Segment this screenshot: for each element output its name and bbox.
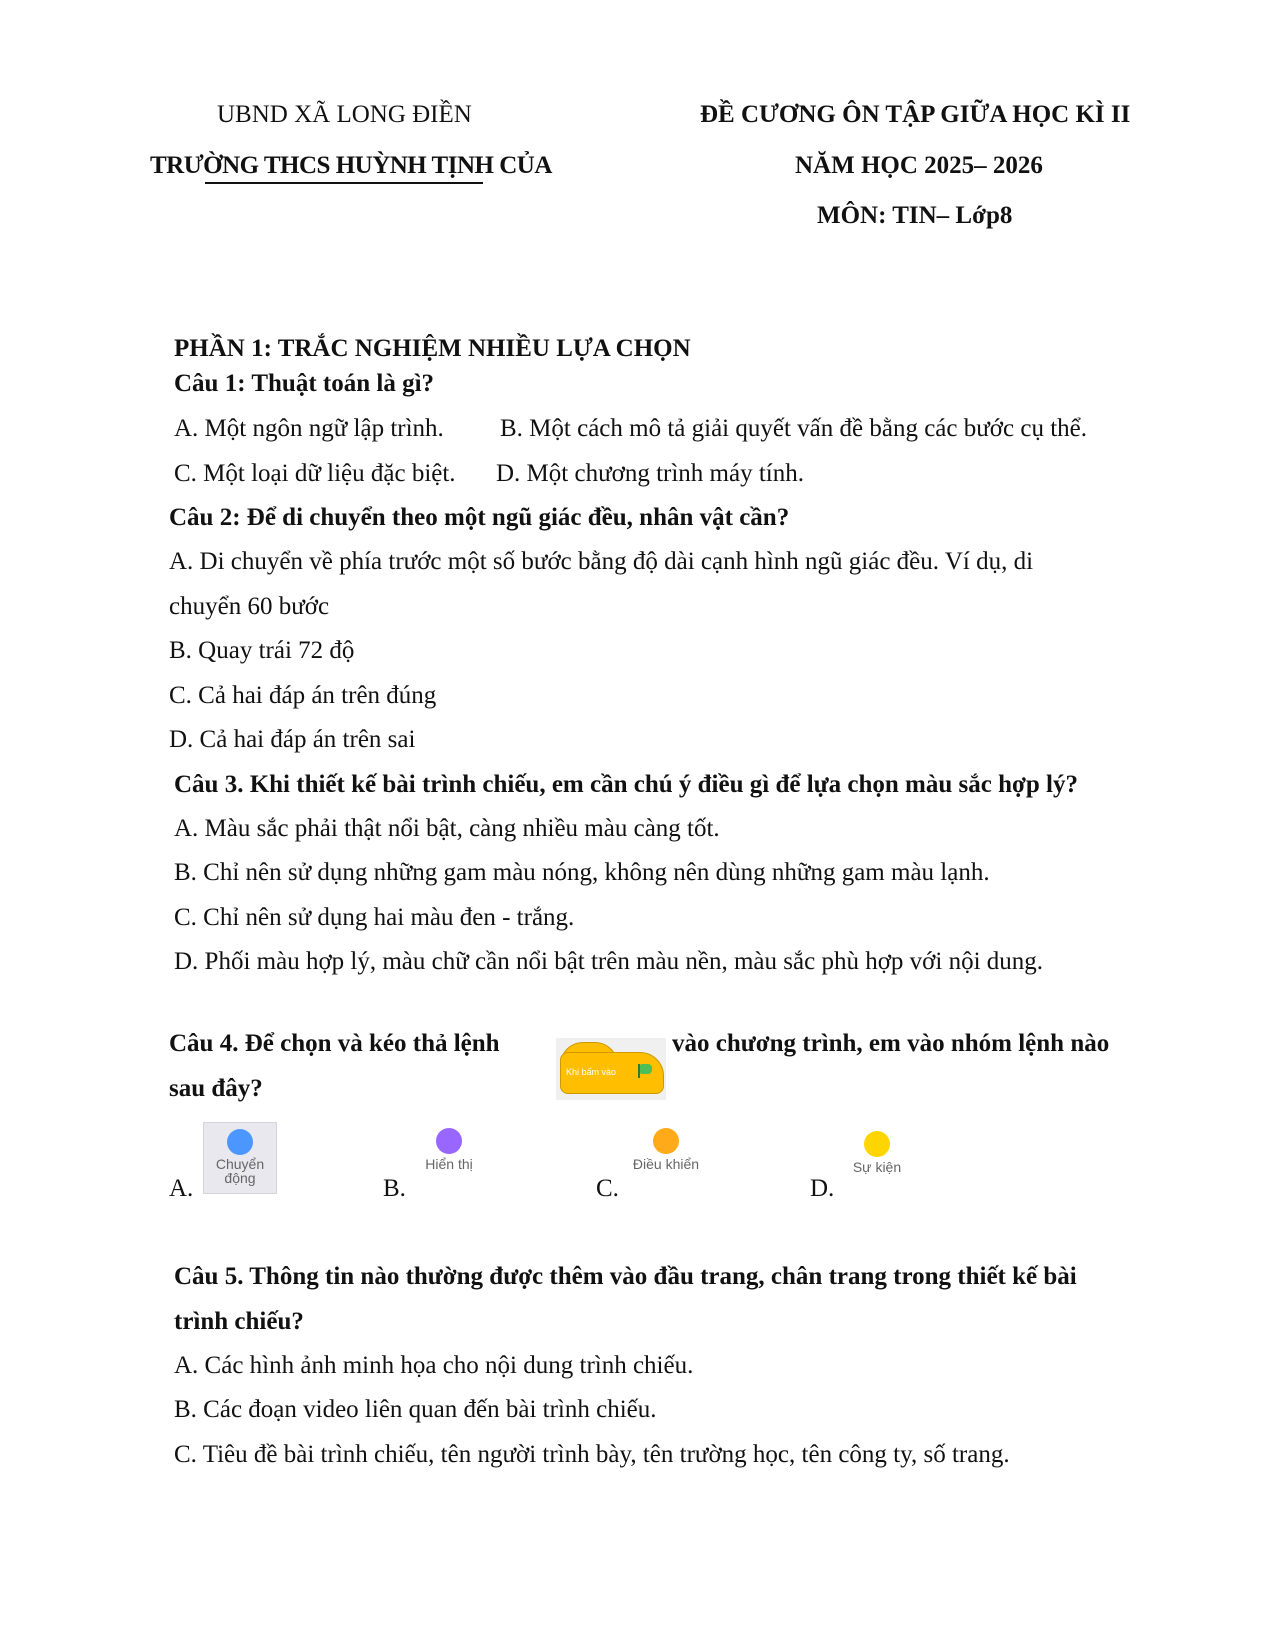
looks-category-icon: [436, 1128, 462, 1154]
q5-option-c: C. Tiêu đề bài trình chiếu, tên người trình bày, tên trường học, tên công ty, số trang.: [174, 1441, 1010, 1468]
category-events: [842, 1131, 912, 1175]
q2-option-b: B. Quay trái 72 độ: [169, 637, 355, 664]
q3-option-c: C. Chỉ nên sử dụng hai màu đen - trắng.: [174, 904, 575, 931]
q5-option-a: A. Các hình ảnh minh họa cho nội dung trình chiếu.: [174, 1352, 694, 1379]
category-control-label: Điều khiển: [632, 1156, 700, 1172]
header-school-year: NĂM HỌC 2025– 2026: [795, 152, 1043, 179]
q1-option-c: C. Một loại dữ liệu đặc biệt.: [174, 460, 456, 487]
events-category-icon: [864, 1131, 890, 1157]
q4-option-a-letter: A.: [169, 1175, 194, 1202]
q3-title: Câu 3. Khi thiết kế bài trình chiếu, em cần chú ý điều gì để lựa chọn màu sắc hợp lý?: [174, 771, 1078, 798]
category-looks-label: Hiển thị: [425, 1156, 473, 1172]
q2-option-a-line2: chuyển 60 bước: [169, 593, 330, 620]
q4-title-before: Câu 4. Để chọn và kéo thả lệnh: [169, 1030, 500, 1057]
q1-option-d: D. Một chương trình máy tính.: [496, 460, 804, 487]
q4-option-d-letter: D.: [810, 1175, 835, 1202]
when-flag-clicked-block: [556, 1038, 666, 1100]
green-flag-icon: [640, 1064, 652, 1074]
q1-title: Câu 1: Thuật toán là gì?: [174, 370, 435, 397]
control-category-icon: [653, 1128, 679, 1154]
header-school: TRƯỜNG THCS HUỲNH TỊNH CỦA: [150, 152, 552, 179]
category-motion-label-2: động: [224, 1170, 256, 1186]
q3-option-a: A. Màu sắc phải thật nổi bật, càng nhiều màu càng tốt.: [174, 815, 720, 842]
q4-option-b-letter: B.: [383, 1175, 406, 1202]
q5-title-line1: Câu 5. Thông tin nào thường được thêm vào đầu trang, chân trang trong thiết kế bài: [174, 1263, 1077, 1290]
header-doc-title: ĐỀ CƯƠNG ÔN TẬP GIỮA HỌC KÌ II: [700, 101, 1131, 128]
q3-option-d: D. Phối màu hợp lý, màu chữ cần nổi bật trên màu nền, màu sắc phù hợp với nội dung.: [174, 948, 1044, 975]
q2-title: Câu 2: Để di chuyển theo một ngũ giác đều, nhân vật cần?: [169, 504, 790, 531]
header-agency: UBND XÃ LONG ĐIỀN: [217, 101, 472, 128]
category-events-label: Sự kiện: [852, 1159, 902, 1175]
q4-title-line2: sau đây?: [169, 1075, 263, 1102]
section-title: PHẦN 1: TRẮC NGHIỆM NHIỀU LỰA CHỌN: [174, 335, 691, 362]
motion-category-icon: [227, 1129, 253, 1155]
q4-option-c-letter: C.: [596, 1175, 619, 1202]
category-control: [624, 1128, 708, 1172]
q2-option-a-line1: A. Di chuyển về phía trước một số bước bằng độ dài cạnh hình ngũ giác đều. Ví dụ, di: [169, 548, 1034, 575]
q3-option-b: B. Chỉ nên sử dụng những gam màu nóng, không nên dùng những gam màu lạnh.: [174, 859, 990, 886]
q2-option-c: C. Cả hai đáp án trên đúng: [169, 682, 437, 709]
q1-option-a: A. Một ngôn ngữ lập trình.: [174, 415, 444, 442]
q5-title-line2: trình chiếu?: [174, 1308, 304, 1335]
q1-option-b: B. Một cách mô tả giải quyết vấn đề bằng các bước cụ thể.: [500, 415, 1087, 442]
block-label: Khi bấm vào: [566, 1067, 617, 1077]
header-subject: MÔN: TIN– Lớp8: [817, 202, 1013, 229]
category-motion: [203, 1122, 277, 1194]
q5-option-b: B. Các đoạn video liên quan đến bài trình chiếu.: [174, 1396, 657, 1423]
category-motion-label-1: Chuyển: [215, 1156, 265, 1172]
q4-title-after: vào chương trình, em vào nhóm lệnh nào: [672, 1030, 1110, 1057]
header-underline: [205, 182, 483, 184]
q2-option-d: D. Cả hai đáp án trên sai: [169, 726, 416, 753]
category-looks: [414, 1128, 484, 1172]
